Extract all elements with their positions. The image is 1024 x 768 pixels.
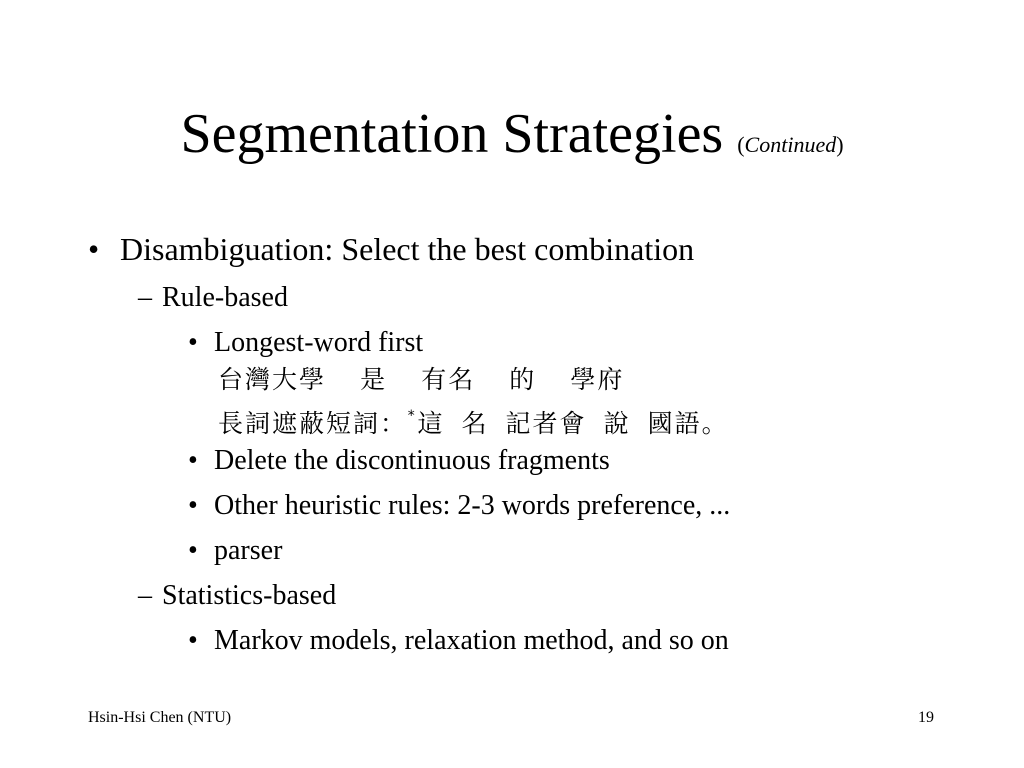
- item-longest-word: [188, 325, 423, 361]
- bullet-dot: •: [188, 445, 198, 476]
- cjk-example-2-star: *: [407, 408, 418, 424]
- title-continued: Continued: [744, 132, 837, 157]
- sub-bullet-rule-based: [138, 280, 288, 316]
- item-markov: [188, 623, 729, 659]
- bullet-dot: •: [188, 490, 198, 521]
- footer-author: Hsin-Hsi Chen (NTU): [88, 709, 232, 726]
- sub-bullet-text: Statistics-based: [162, 580, 337, 611]
- sub-bullet-text: Rule-based: [162, 282, 288, 313]
- title-paren-close: ): [836, 132, 844, 157]
- cjk-example-2-prefix: 長詞遮蔽短詞：: [218, 409, 408, 438]
- item-parser: [188, 533, 282, 569]
- bullet-dot: •: [188, 535, 198, 566]
- item-text: Other heuristic rules: 2-3 words preference, ...: [214, 490, 731, 521]
- item-text: Delete the discontinuous fragments: [214, 445, 610, 476]
- footer-page-number: 19: [918, 709, 934, 726]
- cjk-example-1: 台灣大學 是 有名 的 學府: [218, 365, 625, 394]
- item-text: Longest-word first: [214, 327, 424, 358]
- title-main: Segmentation Strategies: [180, 103, 724, 165]
- cjk-example-2-suffix: 這 名 記者會 說 國語。: [417, 409, 729, 438]
- bullet-dot: •: [188, 625, 198, 656]
- item-text: parser: [214, 535, 283, 566]
- item-delete-fragments: [188, 443, 610, 479]
- bullet-dot: •: [188, 327, 198, 358]
- bullet-disambiguation: [88, 229, 694, 269]
- sub-bullet-statistics-based: [138, 578, 336, 614]
- bullet-dot: •: [88, 231, 100, 267]
- item-heuristic-rules: [188, 488, 730, 524]
- slide-title: [0, 98, 1024, 181]
- bullet-text: Disambiguation: Select the best combination: [120, 231, 695, 267]
- dash-marker: –: [138, 282, 152, 313]
- title-paren-open: (: [737, 132, 745, 157]
- cjk-example-2: [218, 399, 729, 441]
- item-text: Markov models, relaxation method, and so on: [214, 625, 729, 656]
- dash-marker: –: [138, 580, 152, 611]
